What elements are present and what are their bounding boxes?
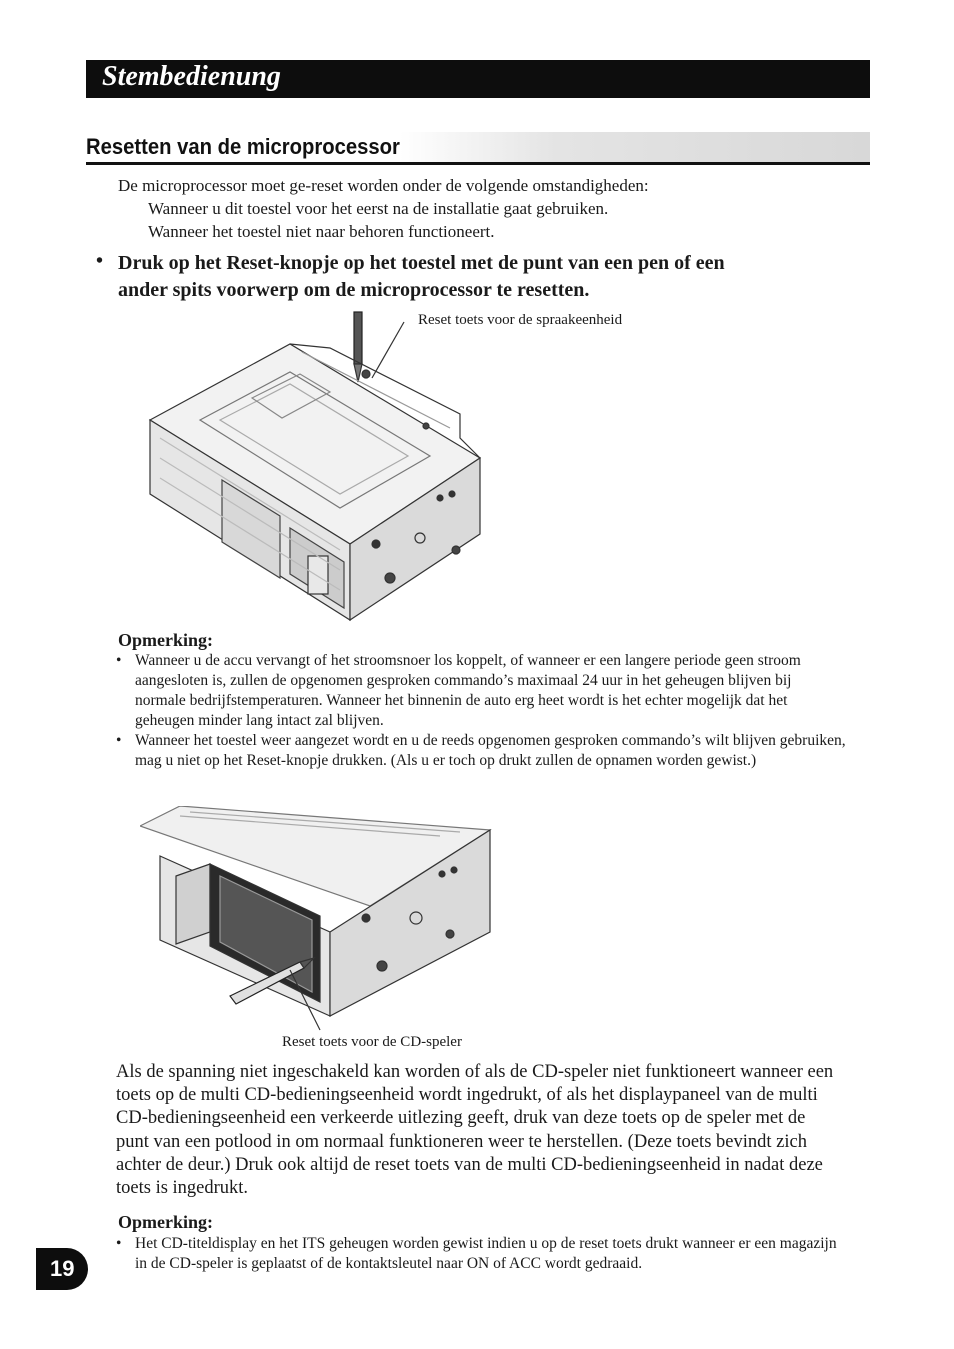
list-item: • Het CD-titeldisplay en het ITS geheugen worden gewist indien u op de reset toets drukt wanneer er een magazijn in de CD-speler is geplaatst of de kontaktsleutel naar ON of ACC wordt gedraaid. (116, 1234, 846, 1274)
intro-lead: De microprocessor moet ge-reset worden onder de volgende omstandigheden: (118, 176, 649, 195)
voice-unit-illustration (140, 308, 500, 624)
note-2-list (116, 1234, 846, 1274)
intro-case-1: Wanneer u dit toestel voor het eerst na de installatie gaat gebruiken. (148, 199, 609, 218)
page-number-badge (36, 1248, 88, 1290)
step-line-1: Druk op het Reset-knopje op het toestel met de punt van een pen of een (118, 252, 725, 274)
chapter-header-bar (86, 60, 870, 98)
figure-1-caption: Reset toets voor de spraakeenheid (418, 312, 623, 328)
note-2-title: Opmerking: (118, 1212, 214, 1232)
section-title: Resetten van de microprocessor (86, 134, 400, 159)
step-bullet: • (96, 250, 104, 272)
list-item: • Wanneer u de accu vervangt of het stroomsnoer los koppelt, of wanneer er een langere periode geen stroom aangesloten is, zullen de opgenomen gesproken commando’s maximaal 24 uur in het geheugen blijven bij normale bedrijfstemperaturen. Wanneer het binnenin de auto erg heet wordt is het echter mogelijk dat het geheugen minder lang intact zal blijven. (116, 651, 846, 731)
page-number: 19 (50, 1256, 75, 1281)
cd-player-illustration (140, 806, 500, 1034)
note-1-list (116, 651, 846, 771)
step-instruction (118, 250, 838, 304)
intro-case-2: Wanneer het toestel niet naar behoren functioneert. (148, 222, 495, 241)
list-item: • Wanneer het toestel weer aangezet wordt en u de reeds opgenomen gesproken commando’s wilt blijven gebruiken, mag u niet op het Reset-knopje drukken. (Als u er toch op drukt zullen de opnamen worden gewist.) (116, 731, 846, 771)
chapter-title: Stembedienung (102, 61, 281, 92)
note-1-title: Opmerking: (118, 630, 214, 650)
intro-block (118, 174, 649, 243)
section-heading (86, 132, 870, 165)
step-line-2: ander spits voorwerp om de microprocessor te resetten. (118, 279, 590, 301)
body-paragraph: Als de spanning niet ingeschakeld kan worden of als de CD-speler niet funktioneert wanneer een toets op de multi CD-bedieningseenheid wordt ingedrukt, of als het displaypaneel van de multi CD-bedieningseenheid een verkeerde uitlezing geeft, druk van deze toets op de speler met de punt van een potlood in om normaal funktioneren weer te herstellen. (Deze toets bevindt zich achter de deur.) Druk ook altijd de reset toets van de multi CD-bedieningseenheid in nadat deze toets is ingedrukt. (116, 1062, 834, 1199)
figure-2-caption: Reset toets voor de CD-speler (282, 1034, 462, 1050)
